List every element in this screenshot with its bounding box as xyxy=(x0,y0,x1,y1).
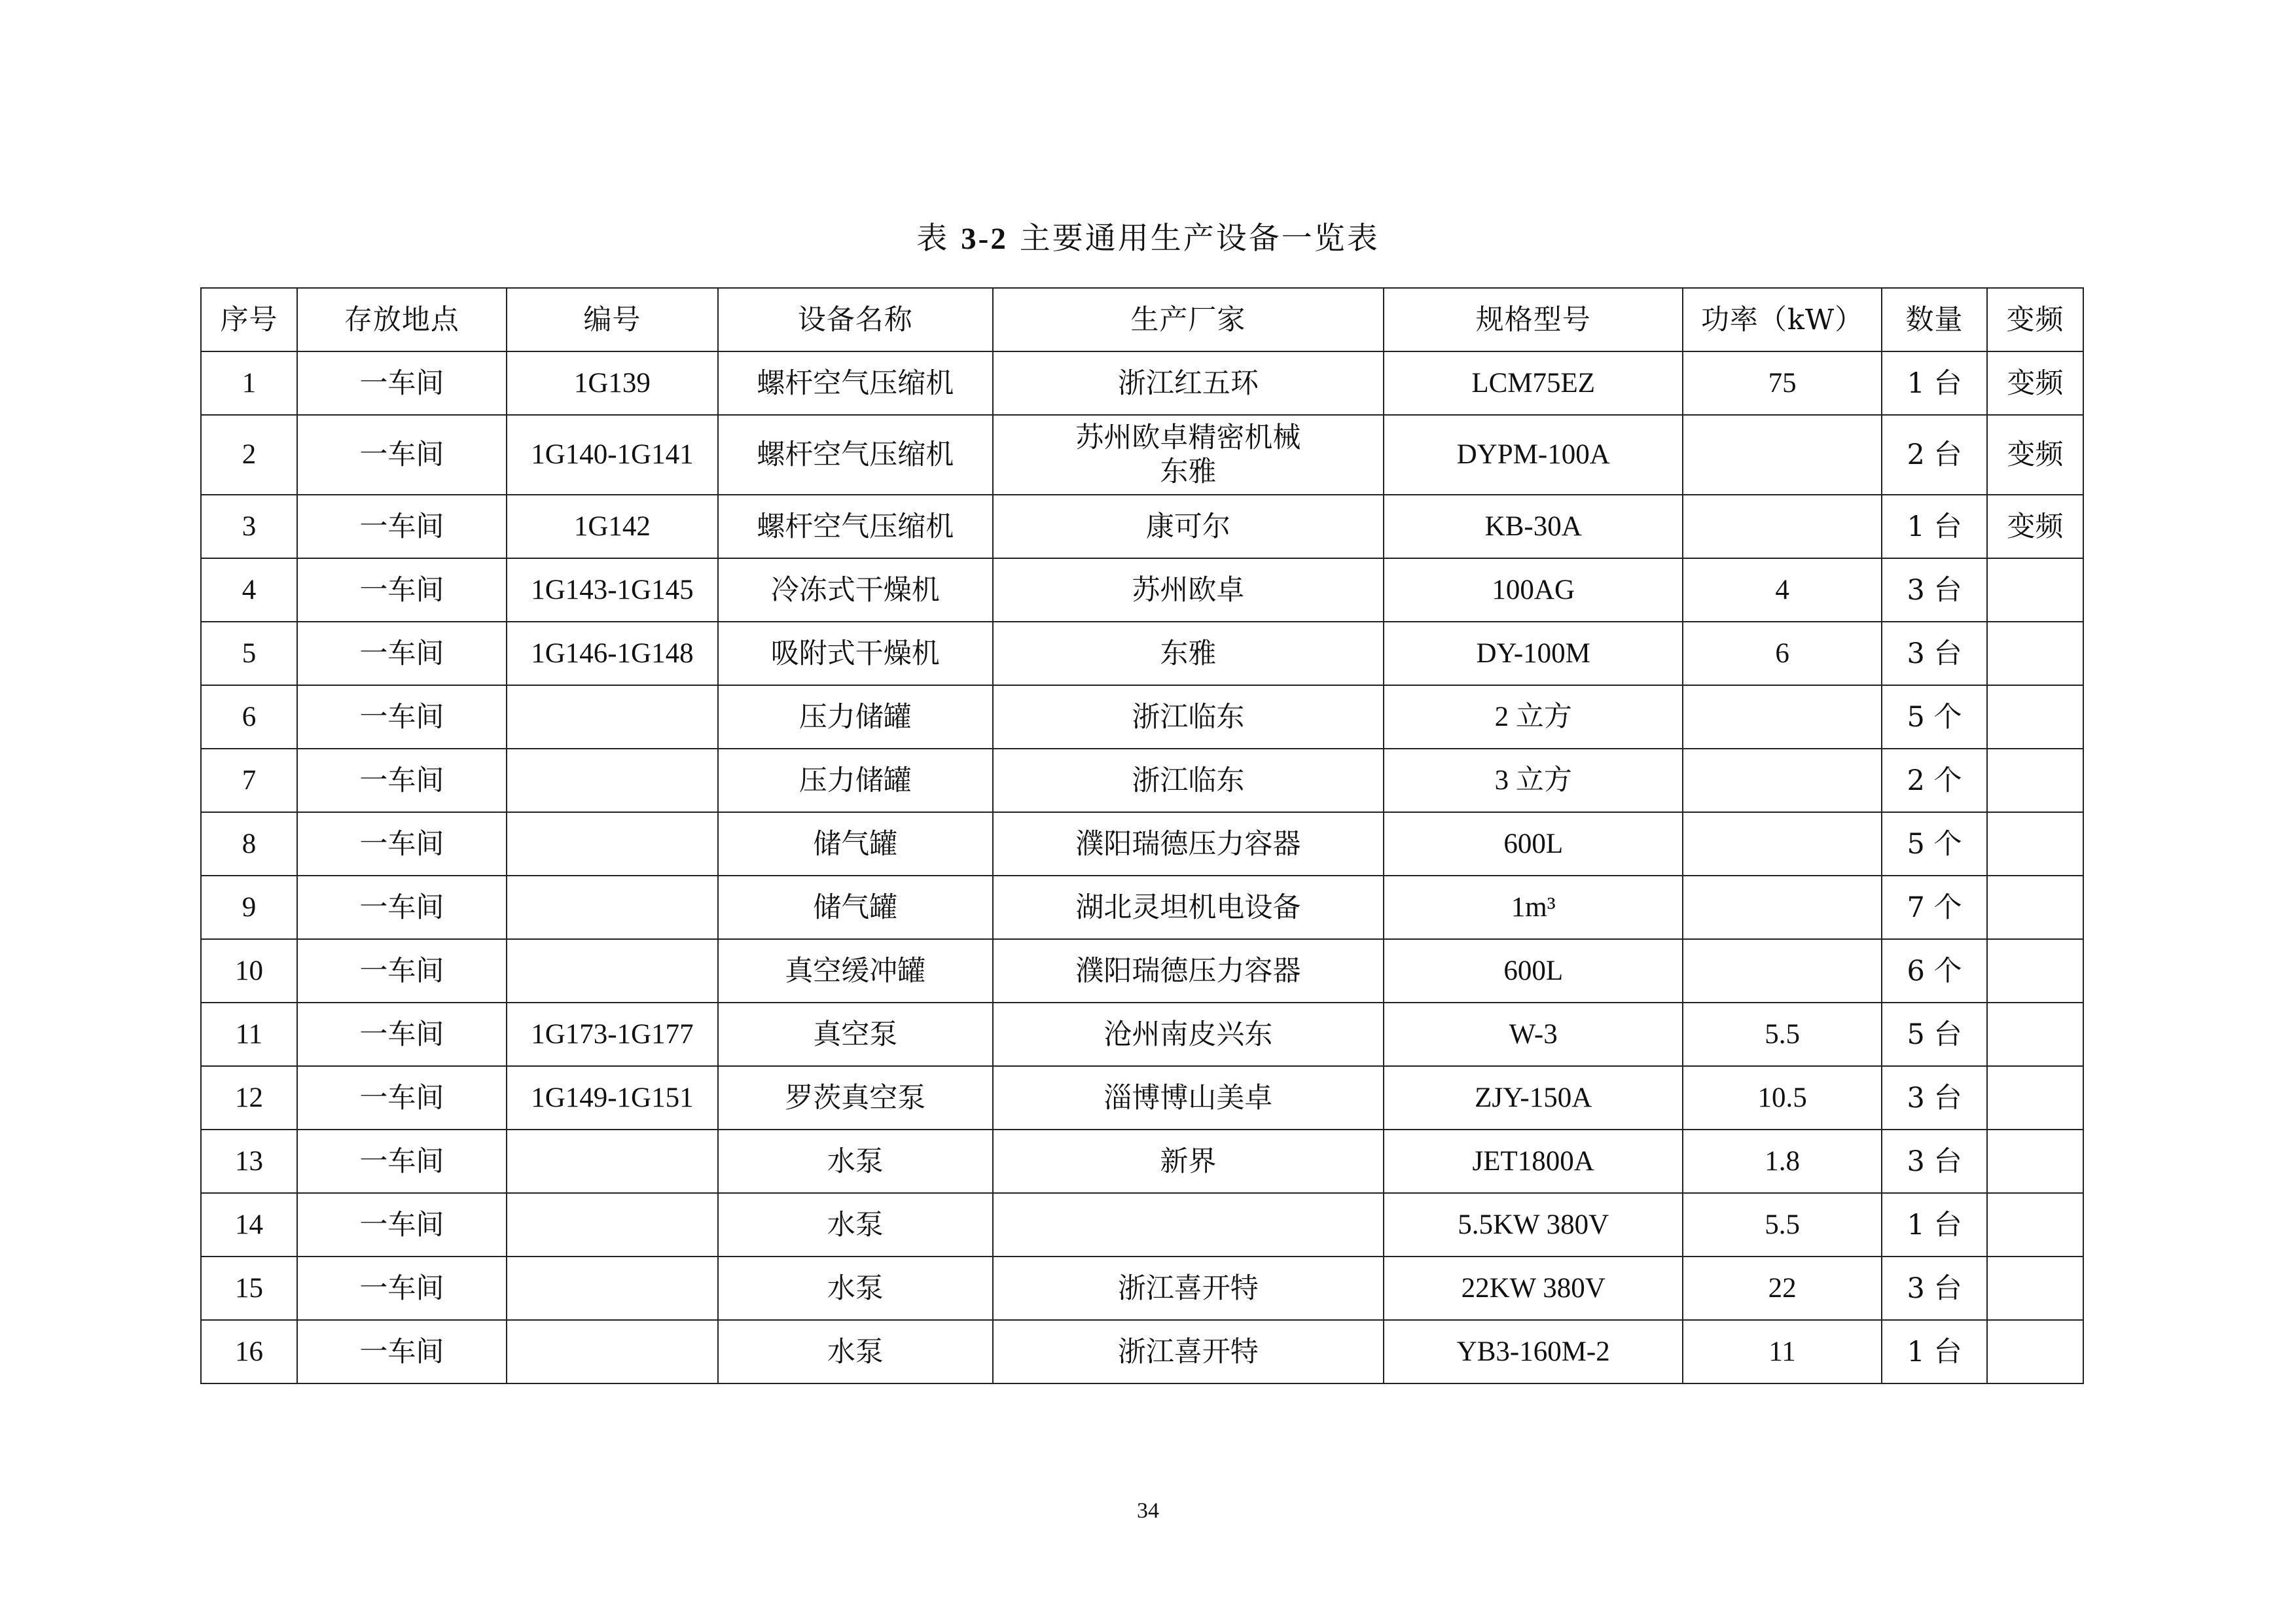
cell-model: KB-30A xyxy=(1384,495,1683,558)
cell-vfd xyxy=(1987,876,2083,939)
cell-vfd xyxy=(1987,812,2083,876)
cell-qty: 3 台 xyxy=(1882,622,1987,685)
cell-vfd xyxy=(1987,558,2083,622)
table-row xyxy=(201,812,2083,876)
cell-vfd xyxy=(1987,939,2083,1003)
cell-maker: 浙江临东 xyxy=(993,685,1384,749)
cell-power: 22 xyxy=(1683,1257,1882,1320)
table-caption xyxy=(0,216,2296,262)
cell-vfd xyxy=(1987,1193,2083,1257)
cell-name: 螺杆空气压缩机 xyxy=(718,415,993,495)
cell-seq: 5 xyxy=(201,622,297,685)
cell-vfd: 变频 xyxy=(1987,415,2083,495)
cell-qty: 5 个 xyxy=(1882,685,1987,749)
cell-model: 22KW 380V xyxy=(1384,1257,1683,1320)
cell-code: 1G146-1G148 xyxy=(507,622,718,685)
cell-power: 11 xyxy=(1683,1320,1882,1383)
cell-seq: 15 xyxy=(201,1257,297,1320)
cell-qty: 2 台 xyxy=(1882,415,1987,495)
cell-maker: 沧州南皮兴东 xyxy=(993,1003,1384,1066)
cell-name: 螺杆空气压缩机 xyxy=(718,351,993,415)
cell-seq: 9 xyxy=(201,876,297,939)
table-row xyxy=(201,1320,2083,1383)
cell-maker-line1: 苏州欧卓精密机械 xyxy=(1075,421,1301,454)
cell-model: JET1800A xyxy=(1384,1130,1683,1193)
cell-maker-line2: 东雅 xyxy=(1160,455,1217,488)
cell-seq: 14 xyxy=(201,1193,297,1257)
cell-location: 一车间 xyxy=(297,558,507,622)
table-row xyxy=(201,1193,2083,1257)
header-location: 存放地点 xyxy=(297,288,507,351)
cell-model: 1m³ xyxy=(1384,876,1683,939)
cell-code: 1G143-1G145 xyxy=(507,558,718,622)
cell-location: 一车间 xyxy=(297,812,507,876)
cell-qty: 1 台 xyxy=(1882,1193,1987,1257)
table-row xyxy=(201,415,2083,495)
cell-maker: 湖北灵坦机电设备 xyxy=(993,876,1384,939)
cell-vfd xyxy=(1987,1130,2083,1193)
header-name: 设备名称 xyxy=(718,288,993,351)
cell-location: 一车间 xyxy=(297,1066,507,1130)
cell-qty: 5 台 xyxy=(1882,1003,1987,1066)
header-qty: 数量 xyxy=(1882,288,1987,351)
header-code: 编号 xyxy=(507,288,718,351)
cell-power xyxy=(1683,749,1882,812)
cell-model: DYPM-100A xyxy=(1384,415,1683,495)
table-row xyxy=(201,558,2083,622)
header-row xyxy=(201,288,2083,351)
cell-code xyxy=(507,876,718,939)
cell-code: 1G173-1G177 xyxy=(507,1003,718,1066)
cell-maker: 濮阳瑞德压力容器 xyxy=(993,812,1384,876)
cell-power: 4 xyxy=(1683,558,1882,622)
cell-location: 一车间 xyxy=(297,415,507,495)
cell-name: 吸附式干燥机 xyxy=(718,622,993,685)
header-seq: 序号 xyxy=(201,288,297,351)
cell-qty: 3 台 xyxy=(1882,1066,1987,1130)
cell-seq: 2 xyxy=(201,415,297,495)
cell-seq: 10 xyxy=(201,939,297,1003)
cell-location: 一车间 xyxy=(297,939,507,1003)
cell-location: 一车间 xyxy=(297,749,507,812)
table-row xyxy=(201,351,2083,415)
cell-seq: 8 xyxy=(201,812,297,876)
cell-qty: 2 个 xyxy=(1882,749,1987,812)
cell-maker: 浙江红五环 xyxy=(993,351,1384,415)
cell-power xyxy=(1683,876,1882,939)
caption-number: 3-2 xyxy=(961,222,1008,256)
cell-maker: 濮阳瑞德压力容器 xyxy=(993,939,1384,1003)
cell-vfd xyxy=(1987,1003,2083,1066)
cell-code xyxy=(507,1320,718,1383)
table-row xyxy=(201,1130,2083,1193)
table-row xyxy=(201,1257,2083,1320)
cell-location: 一车间 xyxy=(297,1257,507,1320)
cell-maker: 浙江临东 xyxy=(993,749,1384,812)
cell-name: 冷冻式干燥机 xyxy=(718,558,993,622)
cell-model: ZJY-150A xyxy=(1384,1066,1683,1130)
cell-name: 水泵 xyxy=(718,1257,993,1320)
cell-vfd xyxy=(1987,1320,2083,1383)
cell-qty: 3 台 xyxy=(1882,1130,1987,1193)
table-row xyxy=(201,1003,2083,1066)
cell-name: 储气罐 xyxy=(718,812,993,876)
cell-location: 一车间 xyxy=(297,495,507,558)
cell-maker xyxy=(993,415,1384,495)
cell-power xyxy=(1683,685,1882,749)
cell-seq: 13 xyxy=(201,1130,297,1193)
cell-qty: 1 台 xyxy=(1882,351,1987,415)
table-row xyxy=(201,939,2083,1003)
page-number: 34 xyxy=(1137,1499,1159,1523)
table-row xyxy=(201,1066,2083,1130)
cell-name: 压力储罐 xyxy=(718,749,993,812)
cell-vfd: 变频 xyxy=(1987,495,2083,558)
cell-maker: 浙江喜开特 xyxy=(993,1320,1384,1383)
cell-code xyxy=(507,812,718,876)
cell-name: 螺杆空气压缩机 xyxy=(718,495,993,558)
cell-qty: 7 个 xyxy=(1882,876,1987,939)
table-body xyxy=(201,351,2083,1383)
cell-model: 100AG xyxy=(1384,558,1683,622)
cell-name: 储气罐 xyxy=(718,876,993,939)
cell-vfd xyxy=(1987,1257,2083,1320)
cell-maker: 新界 xyxy=(993,1130,1384,1193)
cell-qty: 1 台 xyxy=(1882,1320,1987,1383)
cell-seq: 1 xyxy=(201,351,297,415)
cell-power xyxy=(1683,812,1882,876)
cell-location: 一车间 xyxy=(297,685,507,749)
cell-model: 600L xyxy=(1384,812,1683,876)
cell-code: 1G142 xyxy=(507,495,718,558)
cell-qty: 3 台 xyxy=(1882,558,1987,622)
cell-qty: 6 个 xyxy=(1882,939,1987,1003)
equipment-table xyxy=(200,287,2084,1384)
cell-power: 5.5 xyxy=(1683,1003,1882,1066)
table-row xyxy=(201,622,2083,685)
cell-name: 压力储罐 xyxy=(718,685,993,749)
cell-maker xyxy=(993,1193,1384,1257)
cell-qty: 5 个 xyxy=(1882,812,1987,876)
cell-maker: 东雅 xyxy=(993,622,1384,685)
cell-model: 3 立方 xyxy=(1384,749,1683,812)
cell-seq: 12 xyxy=(201,1066,297,1130)
cell-maker: 浙江喜开特 xyxy=(993,1257,1384,1320)
cell-model: W-3 xyxy=(1384,1003,1683,1066)
cell-seq: 16 xyxy=(201,1320,297,1383)
cell-location: 一车间 xyxy=(297,1193,507,1257)
cell-code xyxy=(507,939,718,1003)
cell-seq: 6 xyxy=(201,685,297,749)
cell-code xyxy=(507,1130,718,1193)
cell-code: 1G140-1G141 xyxy=(507,415,718,495)
cell-power: 5.5 xyxy=(1683,1193,1882,1257)
cell-vfd xyxy=(1987,622,2083,685)
cell-power: 6 xyxy=(1683,622,1882,685)
cell-name: 水泵 xyxy=(718,1130,993,1193)
cell-vfd xyxy=(1987,749,2083,812)
cell-name: 真空缓冲罐 xyxy=(718,939,993,1003)
header-power: 功率（kW） xyxy=(1683,288,1882,351)
cell-vfd xyxy=(1987,685,2083,749)
cell-location: 一车间 xyxy=(297,351,507,415)
cell-code xyxy=(507,685,718,749)
cell-name: 水泵 xyxy=(718,1193,993,1257)
cell-power: 1.8 xyxy=(1683,1130,1882,1193)
table-row xyxy=(201,495,2083,558)
cell-power: 10.5 xyxy=(1683,1066,1882,1130)
cell-power xyxy=(1683,939,1882,1003)
cell-location: 一车间 xyxy=(297,622,507,685)
cell-model: LCM75EZ xyxy=(1384,351,1683,415)
cell-code xyxy=(507,1193,718,1257)
cell-maker: 淄博博山美卓 xyxy=(993,1066,1384,1130)
cell-model: 5.5KW 380V xyxy=(1384,1193,1683,1257)
header-vfd: 变频 xyxy=(1987,288,2083,351)
table-row xyxy=(201,876,2083,939)
cell-name: 罗茨真空泵 xyxy=(718,1066,993,1130)
cell-power xyxy=(1683,495,1882,558)
caption-prefix: 表 xyxy=(916,221,950,257)
table-row xyxy=(201,685,2083,749)
caption-title: 主要通用生产设备一览表 xyxy=(1019,221,1380,257)
cell-maker: 康可尔 xyxy=(993,495,1384,558)
table-row xyxy=(201,749,2083,812)
header-maker: 生产厂家 xyxy=(993,288,1384,351)
cell-power xyxy=(1683,415,1882,495)
cell-location: 一车间 xyxy=(297,1320,507,1383)
cell-seq: 11 xyxy=(201,1003,297,1066)
cell-model: YB3-160M-2 xyxy=(1384,1320,1683,1383)
cell-power: 75 xyxy=(1683,351,1882,415)
cell-qty: 1 台 xyxy=(1882,495,1987,558)
cell-code: 1G149-1G151 xyxy=(507,1066,718,1130)
cell-seq: 4 xyxy=(201,558,297,622)
cell-model: 600L xyxy=(1384,939,1683,1003)
cell-maker: 苏州欧卓 xyxy=(993,558,1384,622)
cell-qty: 3 台 xyxy=(1882,1257,1987,1320)
cell-code: 1G139 xyxy=(507,351,718,415)
cell-location: 一车间 xyxy=(297,1130,507,1193)
header-model: 规格型号 xyxy=(1384,288,1683,351)
cell-name: 水泵 xyxy=(718,1320,993,1383)
cell-code xyxy=(507,1257,718,1320)
cell-seq: 7 xyxy=(201,749,297,812)
cell-vfd: 变频 xyxy=(1987,351,2083,415)
cell-location: 一车间 xyxy=(297,876,507,939)
cell-seq: 3 xyxy=(201,495,297,558)
cell-vfd xyxy=(1987,1066,2083,1130)
cell-model: 2 立方 xyxy=(1384,685,1683,749)
cell-model: DY-100M xyxy=(1384,622,1683,685)
cell-name: 真空泵 xyxy=(718,1003,993,1066)
cell-location: 一车间 xyxy=(297,1003,507,1066)
cell-code xyxy=(507,749,718,812)
